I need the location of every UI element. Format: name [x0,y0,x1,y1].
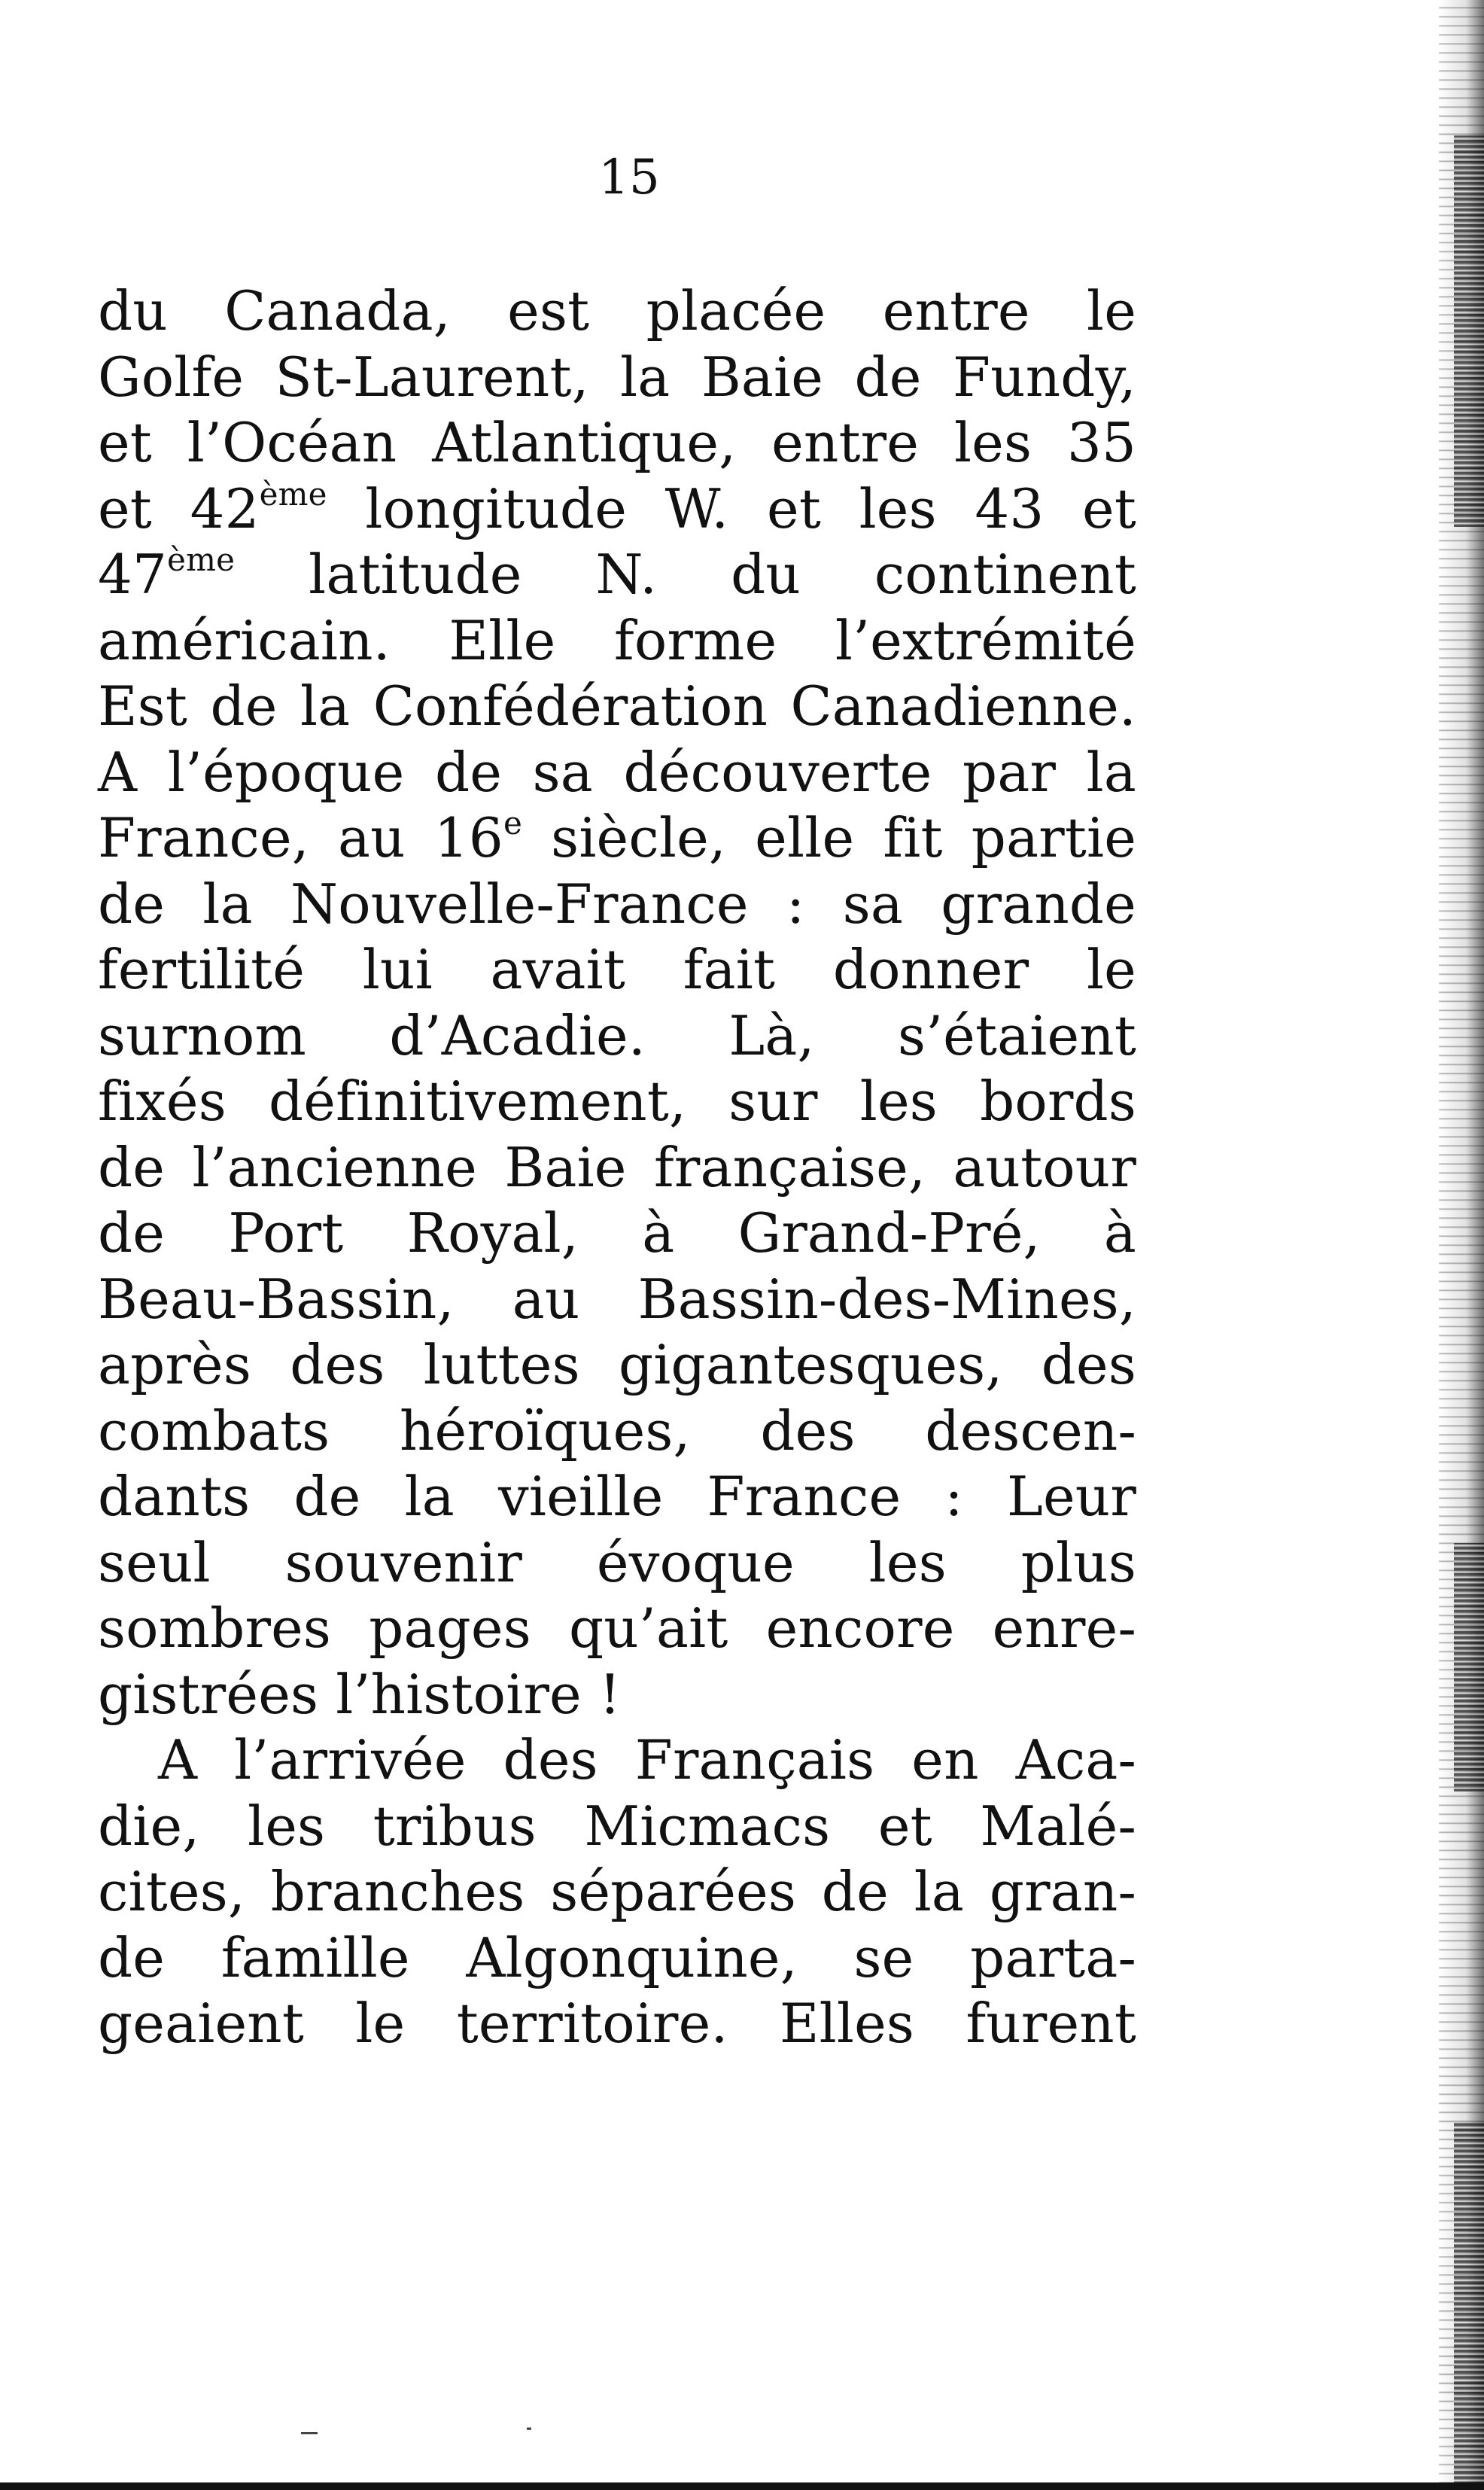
text-line-segment: geaient le territoire. Elles furent [98,1992,1136,2055]
text-line-segment: 47 [98,543,168,606]
text-line [98,1399,1136,1465]
text-line-segment: Est de la Confédération Canadienne. [98,674,1136,738]
text-line-segment: die, les tribus Micmacs et Malé- [98,1794,1136,1858]
text-line-segment: et 42 [98,476,260,540]
superscript: ème [167,541,236,578]
text-line [98,345,1136,411]
text-line-segment: fixés définitivement, sur les bords [98,1070,1136,1133]
text-line-segment: de l’ancienne Baie française, autour [98,1135,1136,1199]
text-line [98,1859,1136,1925]
scanned-edge-shadow [1454,1543,1484,1791]
text-line-segment: seul souvenir évoque les plus [98,1530,1136,1594]
text-line [98,740,1136,806]
text-line [98,1991,1136,2057]
text-line [98,1201,1136,1267]
text-line [98,872,1136,938]
text-line [98,805,1136,872]
text-line-segment: sombres pages qu’ait encore enre- [98,1597,1136,1660]
text-line [98,674,1136,740]
text-line-segment: A l’époque de sa découverte par la [98,740,1136,804]
text-line [98,1069,1136,1135]
text-line-segment: dants de la vieille France : Leur [98,1465,1136,1528]
text-line [98,1135,1136,1201]
text-line-segment: américain. Elle forme l’extrémité [98,608,1136,672]
text-line-segment: gistrées l’histoire ! [98,1662,622,1726]
text-line-segment: combats héroïques, des descen- [98,1399,1136,1463]
text-line [98,1464,1136,1530]
text-line [98,937,1136,1003]
text-line-segment: et l’Océan Atlantique, entre les 35 [98,411,1136,474]
text-line-segment: du Canada, est placée entre le [98,279,1136,342]
text-line-segment: siècle, elle fit partie [522,806,1137,869]
text-line [98,476,1136,543]
text-line-segment: Golfe St-Laurent, la Baie de Fundy, [98,345,1136,409]
text-line [98,608,1136,674]
scanned-edge-shadow [1454,135,1484,527]
text-line-segment: de Port Royal, à Grand-Pré, à [98,1201,1136,1265]
text-line [98,1662,1136,1728]
text-line-segment: A l’arrivée des Français en Aca- [158,1728,1136,1791]
text-line [98,1267,1136,1333]
text-line-segment: cites, branches séparées de la gran- [98,1860,1136,1923]
text-line-segment: longitude W. et les 43 et [327,476,1136,540]
text-line [98,410,1136,476]
body-text [98,279,1136,2057]
text-line-segment: France, au 16 [98,806,503,869]
text-line-segment: Beau-Bassin, au Bassin-des-Mines, [98,1267,1136,1331]
text-line-segment: après des luttes gigantesques, des [98,1333,1136,1396]
text-line [98,542,1136,608]
scanned-edge-shadow [1454,2123,1484,2484]
text-line [98,1332,1136,1399]
text-line-segment: latitude N. du continent [235,543,1136,606]
text-line-segment: surnom d’Acadie. Là, s’étaient [98,1003,1136,1067]
superscript: ème [259,475,327,513]
text-line-segment: de famille Algonquine, se parta- [98,1925,1136,1989]
page-number: 15 [598,150,660,205]
text-line [98,1596,1136,1662]
text-line [98,279,1136,345]
text-line [98,1925,1136,1992]
text-line [98,1530,1136,1597]
text-line [98,1794,1136,1860]
text-line-segment: de la Nouvelle-France : sa grande [98,872,1136,936]
bottom-specks [301,2428,677,2443]
bottom-border [0,2482,1484,2490]
superscript: e [503,805,523,842]
text-line [98,1003,1136,1070]
text-line-segment: fertilité lui avait fait donner le [98,938,1136,1001]
text-line [98,1727,1136,1794]
